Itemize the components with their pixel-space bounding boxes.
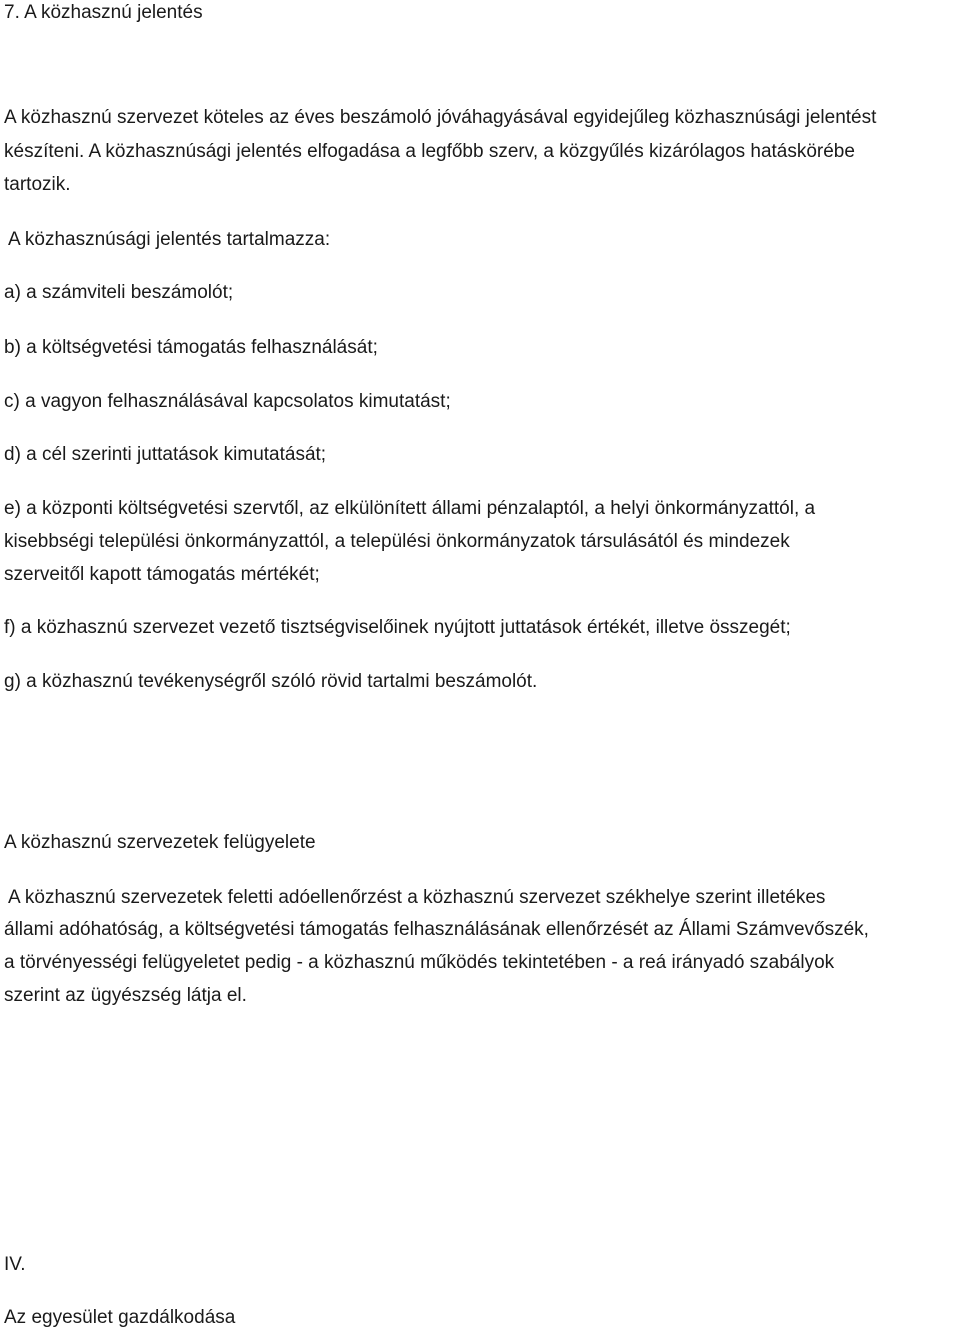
list-item-b: b) a költségvetési támogatás felhasználását; [4,337,378,358]
list-item-e-line: e) a központi költségvetési szervtől, az elkülönített állami pénzalaptól, a helyi önkormányzattól, a [4,498,816,519]
paragraph-line: tartozik. [4,174,71,195]
section-heading: 7. A közhasznú jelentés [4,2,203,23]
paragraph-line: készíteni. A közhasznúsági jelentés elfogadása a legfőbb szerv, a közgyűlés kizárólagos hatáskörébe [4,141,855,162]
list-item-f: f) a közhasznú szervezet vezető tisztségviselőinek nyújtott juttatások értékét, illetve összegét; [4,617,791,638]
paragraph-line: állami adóhatóság, a költségvetési támogatás felhasználásának ellenőrzését az Állami Számvevőszék, [4,919,869,940]
paragraph-line: szerint az ügyészség látja el. [4,985,247,1006]
list-item-d: d) a cél szerinti juttatások kimutatását; [4,444,327,465]
section-heading: A közhasznú szervezetek felügyelete [4,832,316,853]
section-numeral: IV. [4,1254,26,1275]
list-intro: A közhasznúsági jelentés tartalmazza: [8,229,331,250]
paragraph-line: a törvényességi felügyeletet pedig - a közhasznú működés tekintetében - a reá irányadó szabályok [4,952,835,973]
list-item-e-line: szerveitől kapott támogatás mértékét; [4,564,320,585]
section-heading: Az egyesület gazdálkodása [4,1307,236,1328]
list-item-a: a) a számviteli beszámolót; [4,282,234,303]
list-item-g: g) a közhasznú tevékenységről szóló rövid tartalmi beszámolót. [4,671,538,692]
paragraph-line: A közhasznú szervezet köteles az éves beszámoló jóváhagyásával egyidejűleg közhasznúsági jelentést [4,107,877,128]
list-item-e-line: kisebbségi települési önkormányzattól, a települési önkormányzatok társulásától és mindezek [4,531,790,552]
paragraph-line: A közhasznú szervezetek feletti adóellenőrzést a közhasznú szervezet székhelye szerint illetékes [8,887,826,908]
list-item-c: c) a vagyon felhasználásával kapcsolatos kimutatást; [4,391,451,412]
